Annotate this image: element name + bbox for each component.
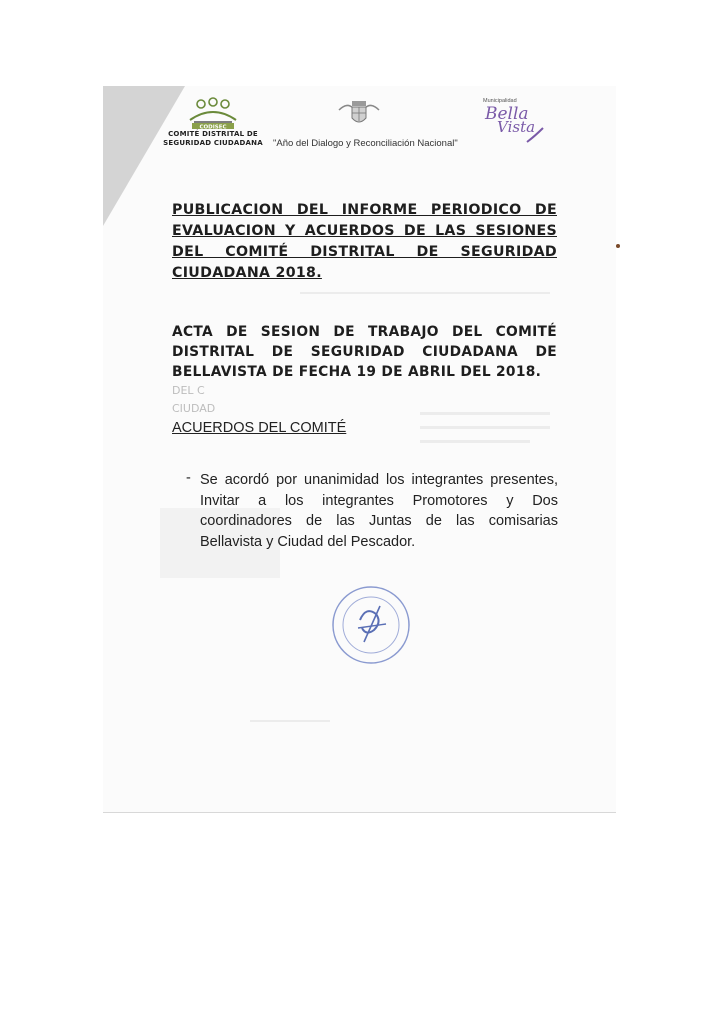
committee-name-line2: SEGURIDAD CIUDADANA: [163, 139, 263, 147]
coat-of-arms-icon: [335, 96, 383, 130]
committee-name-line1: COMITÉ DISTRITAL DE: [168, 130, 258, 138]
scan-speck: [616, 244, 620, 248]
acta-title: ACTA DE SESION DE TRABAJO DEL COMITÉ DISTRITAL DE SEGURIDAD CIUDADANA DE BELLAVISTA DE FECHA 19 DE ABRIL DEL 2018.: [172, 324, 557, 380]
section-heading: ACUERDOS DEL COMITÉ: [172, 420, 347, 436]
agreement-text: Se acordó por unanimidad los integrantes presentes, Invitar a los integrantes Promotores y Dos coordinadores de las Juntas de las comisarias Bellavista y Ciudad del Pescador.: [200, 472, 558, 550]
official-stamp-icon: [330, 584, 412, 666]
municipality-name-bella: Bella: [485, 104, 529, 124]
bleed-through-line: [300, 292, 550, 294]
swoosh-icon: [525, 126, 545, 144]
list-item: [186, 470, 558, 552]
codisec-logo-text: CODISEC: [199, 124, 227, 130]
bullet-dash: -: [186, 470, 191, 486]
municipality-label: Municipalidad: [483, 98, 517, 104]
faint-text-line: CIUDAD: [172, 402, 216, 415]
faint-text-line: DEL C: [172, 384, 205, 397]
bleed-through-line: [420, 412, 550, 415]
bleed-through-line: [250, 720, 330, 722]
letterhead: [103, 92, 616, 162]
bella-vista-logo: [475, 96, 547, 146]
codisec-emblem-icon: [184, 96, 242, 130]
year-slogan: "Año del Dialogo y Reconciliación Nacional": [273, 138, 458, 149]
codisec-logo: [163, 96, 263, 156]
municipality-name-vista: Vista: [497, 118, 536, 136]
publication-title: PUBLICACION DEL INFORME PERIODICO DE EVALUACION Y ACUERDOS DE LAS SESIONES DEL COMITÉ DISTRITAL DE SEGURIDAD CIUDADANA 2018.: [172, 202, 557, 281]
bleed-through-line: [420, 440, 530, 443]
bleed-through-line: [420, 426, 550, 429]
national-shield-logo: [335, 96, 383, 130]
